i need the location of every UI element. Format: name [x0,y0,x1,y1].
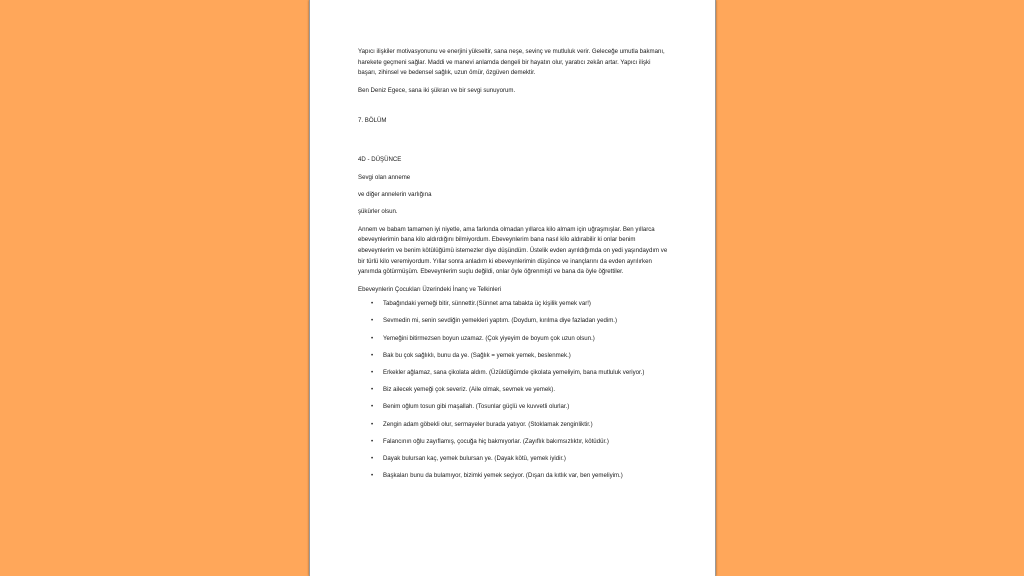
list-item-text: Biz ailecek yemeği çok severiz. (Aile olmak, sevmek ve yemek). [383,386,556,394]
list-heading: Ebeveynlerin Çocukları Üzerindeki İnanç ve Telkinleri [358,285,502,293]
list-item [358,437,670,448]
list-item-text: Başkaları bunu da bulamıyor, bizimki yemek seçiyor. (Dışarı da kıtlık var, ben yemeliyim.) [383,472,623,480]
gratitude-line: Ben Deniz Egece, sana iki şükran ve bir sevgi sunuyorum. [358,86,516,94]
verse-line: şükürler olsun. [358,208,398,216]
list-item-text: Yemeğini bitirmezsen boyun uzamaz. (Çok yiyeyim de boyum çok uzun olsun.) [383,334,595,342]
bullet-icon: • [371,403,374,411]
bullet-icon: • [371,437,374,445]
chapter-title: 7. BÖLÜM [358,117,387,125]
list-item-text: Falancının oğlu zayıflamış, çocuğa hiç bakmıyorlar. (Zayıflık bakımsızlıktır, kötüdür.) [383,437,609,445]
bullet-icon: • [371,334,374,342]
body-paragraph: Annem ve babam tamamen iyi niyetle, ama farkında olmadan yıllarca kilo almam için uğraşmışlar. Ben yıllarca ebeveynlerimin bana kilo aldırdığını bilmiyordum. Ebeveynlerim bana nasıl kilo aldırabilir ki onlar benim ebeveynlerim ve benim kötülüğümü istemezler diye düşündüm. Üstelik evden ayrıldığımda on yedi yaşındaydım ve bir türlü kilo veremiyordum. Yıllar sonra anladım ki ebeveynlerimin düşünce ve inançlarını da evden ayrılırken yanımda götürmüşüm. Ebeveynlerim suçlu değildi, onlar öyle öğrenmişti ve bana da öyle öğrettiler. [358,225,668,276]
document-content [358,47,670,488]
list-item [358,420,670,431]
bullet-icon: • [371,300,374,308]
bullet-icon: • [371,369,374,377]
list-item-text: Erkekler ağlamaz, sana çikolata aldım. (Üzüldüğümde çikolata yemeliyim, bana mutluluk veriyor.) [383,369,645,377]
bullet-icon: • [371,420,374,428]
verse-line: ve diğer annelerin varlığına [358,190,432,198]
list-item [358,351,670,362]
verse-line: Sevgi olan anneme [358,173,411,181]
list-item-text: Tabağındaki yemeği bitir, sünnettir.(Sünnet ama tabakta üç kişilik yemek var!) [383,300,591,308]
belief-list [358,299,670,481]
list-item [358,368,670,379]
list-item-text: Zengin adam göbekli olur, sermayeler burada yatıyor. (Stoklamak zenginliktir.) [383,420,593,428]
list-item [358,471,670,482]
list-item [358,385,670,396]
list-item [358,402,670,413]
list-item-text: Sevmedin mi, senin sevdiğin yemekleri yaptım. (Doydum, kırılma diye fazladan yedim.) [383,317,618,325]
bullet-icon: • [371,454,374,462]
list-item-text: Bak bu çok sağlıklı, bunu da ye. (Sağlık = yemek yemek, beslenmek.) [383,351,571,359]
list-item [358,316,670,327]
bullet-icon: • [371,317,374,325]
list-item [358,299,670,310]
list-item-text: Dayak bulursan kaç, yemek bulursan ye. (Dayak kötü, yemek iyidir.) [383,454,566,462]
bullet-icon: • [371,351,374,359]
section-title: 4D - DÜŞÜNCE [358,155,402,163]
bullet-icon: • [371,472,374,480]
list-item [358,454,670,465]
list-item [358,334,670,345]
document-page [309,0,716,576]
bullet-icon: • [371,386,374,394]
intro-paragraph: Yapıcı ilişkiler motivasyonunu ve enerjini yükseltir, sana neşe, sevinç ve mutluluk verir. Geleceğe umutla bakmanı, harekete geçmeni sağlar. Maddi ve manevi anlamda dengeli bir hayatın olur, yaratıcı zekân artar. Yapıcı ilişki başarı, zihinsel ve bedensel sağlık, uzun ömür, özgüven demektir. [358,48,665,77]
list-item-text: Benim oğlum tosun gibi maşallah. (Tosunlar güçlü ve kuvvetli olurlar.) [383,403,570,411]
